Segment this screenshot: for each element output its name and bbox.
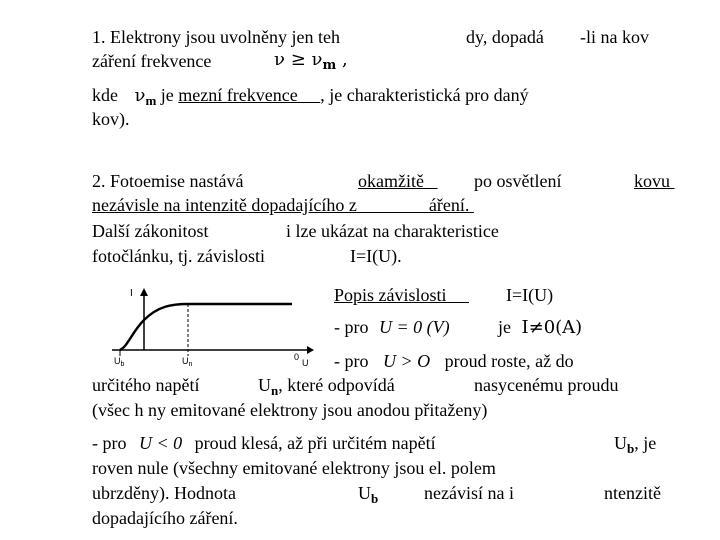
line-ub-value (358, 482, 378, 506)
ub-sub: b (627, 441, 635, 456)
case2-text: proud roste, až do (444, 351, 574, 371)
case1-formula: I≠0(A) (521, 317, 583, 338)
underline-gap (298, 85, 321, 105)
nu-symbol: ν (274, 49, 285, 70)
p1-line1-part1: 1. Elektrony jsou uvolněny jen teh (92, 27, 340, 47)
p1-line4: kov). (92, 109, 130, 129)
case2-pro: - pro (334, 351, 369, 371)
popis-zavislosti-text: Popis závislosti (334, 285, 447, 305)
line-un-rest: , které odpovídá (278, 375, 395, 395)
case3-condition: U < 0 (139, 433, 183, 453)
p1-line2 (92, 50, 211, 72)
p1-line1-part2: dy, dopadá (466, 27, 544, 47)
case3-row (92, 432, 436, 454)
subscript-m-2: m (145, 93, 157, 108)
line-ubrzdeny: ubrzděny). Hodnota (92, 483, 236, 503)
tick-ub-letter: U (114, 356, 121, 366)
x-axis-label: U (302, 358, 309, 368)
case1-row (334, 316, 450, 338)
ub-letter: U (614, 433, 627, 453)
kovu-link[interactable] (634, 170, 675, 192)
okamzite-link[interactable] (358, 170, 437, 192)
line-ntenzite: ntenzitě (604, 483, 661, 503)
popis-formula: I=I(U) (506, 285, 554, 305)
case1-pro: - pro (334, 317, 369, 337)
tick-un (182, 356, 193, 368)
case1-je: je (498, 317, 511, 337)
un-letter: U (258, 375, 271, 395)
frequency-condition (274, 49, 348, 73)
tick-ub-sub: b (120, 361, 125, 368)
case3-ub (614, 432, 656, 456)
zareni-text: áření. (428, 195, 470, 215)
p1-line3-rest: , je charakteristická pro daný (320, 85, 529, 105)
case2-condition: U > O (383, 351, 431, 371)
y-axis-arrow (140, 288, 148, 296)
line-nezavisi: nezávisí na i (424, 483, 514, 503)
ub-sub-2: b (371, 491, 379, 506)
case2-row (334, 350, 574, 372)
tick-ub (114, 356, 125, 368)
tick-zero: 0 (294, 352, 300, 362)
case1-result (498, 316, 582, 339)
p1-line3-kde: kde (92, 85, 118, 105)
case3-text: proud klesá, až při určitém napětí (194, 433, 436, 453)
characteristic-curve (120, 304, 292, 350)
kovu-text: kovu (634, 171, 670, 191)
line-nasycenemu: nasycenému proudu (474, 375, 619, 395)
line-urciteho: určitého napětí (92, 375, 200, 395)
p1-line3 (92, 84, 529, 108)
tick-un-letter: U (182, 356, 189, 366)
un-sub: n (271, 383, 279, 398)
nezavisle-link[interactable] (92, 194, 474, 216)
popis-zavislosti-link[interactable] (334, 285, 469, 305)
condition-comma: , (341, 49, 348, 70)
ub-letter-2: U (358, 483, 371, 503)
mezni-frekvence-link[interactable]: mezní frekvence (178, 85, 298, 105)
popis-row (334, 284, 469, 306)
geq-symbol: ≥ (290, 49, 306, 70)
line-roven: roven nule (všechny emitované elektrony jsou el. polem (92, 458, 496, 478)
p2-line4-part1: fotočlánku, tj. závislosti (92, 246, 265, 266)
nu-symbol-2: ν (311, 49, 323, 70)
nezavisle-text: nezávisle na intenzitě dopadajícího z (92, 195, 357, 215)
p2-line4-formula: I=I(U). (350, 246, 402, 266)
case3-je: , je (634, 433, 657, 453)
p2-line1-part1: 2. Fotoemise nastává (92, 171, 244, 191)
x-axis-arrow (307, 346, 314, 354)
y-axis-label: I (130, 288, 133, 299)
line-un (258, 374, 395, 398)
p2-line3-part1: Další zákonitost (92, 221, 209, 241)
nu-symbol-3: ν (134, 85, 146, 106)
p2-line3-part2: i lze ukázat na charakteristice (286, 221, 499, 241)
p1-line3-je: je (160, 85, 174, 105)
p1-line1-part3: -li na kov (580, 27, 649, 47)
case3-pro: - pro (92, 433, 127, 453)
subscript-m: m (322, 58, 337, 73)
case1-condition: U = 0 (V) (379, 317, 450, 337)
tick-un-sub: n (188, 361, 193, 368)
line-last: dopadajícího záření. (92, 508, 238, 528)
line-vsech: (všec h ny emitované elektrony jsou anodou přitaženy) (92, 400, 488, 420)
okamzite-text: okamžitě (358, 171, 424, 191)
p1-line2-text: záření frekvence (92, 51, 212, 71)
p2-line1-part3: po osvětlení (474, 171, 562, 191)
